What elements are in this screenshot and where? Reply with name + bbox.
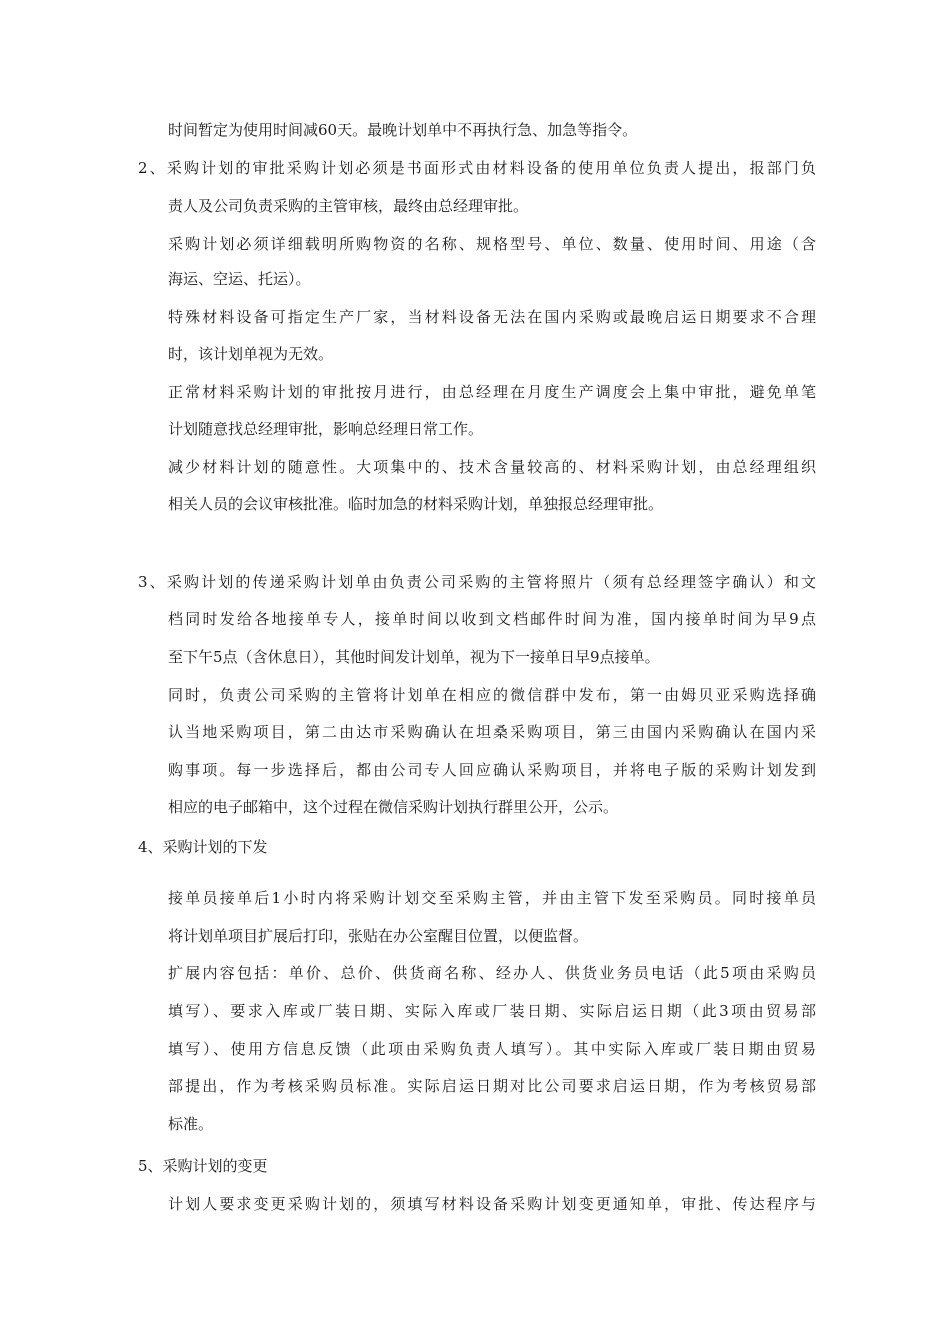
section4-p1-line1: 接单员接单后1小时内将采购计划交至采购主管，并由主管下发至采购员。同时接单员: [168, 889, 816, 907]
section4-p2-line2: 填写）、要求入库或厂装日期、实际入库或厂装日期、实际启运日期（此3项由贸易部: [168, 1002, 816, 1020]
section2-p3-line2: 计划随意找总经理审批，影响总经理日常工作。: [168, 420, 484, 438]
section3-heading-line3: 至下午5点（含休息日），其他时间发计划单，视为下一接单日早9点接单。: [168, 648, 660, 666]
section3-p1-line1: 同时，负责公司采购的主管将计划单在相应的微信群中发布，第一由姆贝亚采购选择确: [168, 686, 816, 704]
section4-p1-line2: 将计划单项目扩展后打印，张贴在办公室醒目位置，以便监督。: [168, 927, 589, 945]
section3-p1-line4: 相应的电子邮箱中，这个过程在微信采购计划执行群里公开，公示。: [168, 798, 619, 816]
section3-p1-line2: 认当地采购项目，第二由达市采购确认在坦桑采购项目，第三由国内采购确认在国内采: [168, 723, 816, 741]
section2-p1-line1: 采购计划必须详细载明所购物资的名称、规格型号、单位、数量、使用时间、用途（含: [168, 235, 816, 253]
section4-heading: 4、采购计划的下发: [138, 838, 268, 856]
section2-p3-line1: 正常材料采购计划的审批按月进行，由总经理在月度生产调度会上集中审批，避免单笔: [168, 383, 816, 401]
section5-heading: 5、采购计划的变更: [138, 1157, 268, 1175]
section2-heading-line2: 责人及公司负责采购的主管审核，最终由总经理审批。: [168, 197, 529, 215]
section2-p1-line2: 海运、空运、托运）。: [168, 270, 311, 288]
section2-heading-line1: 2、采购计划的审批采购计划必须是书面形式由材料设备的使用单位负责人提出，报部门负: [138, 159, 816, 177]
section3-heading-line2: 档同时发给各地接单专人，接单时间以收到文档邮件时间为准，国内接单时间为早9点: [168, 610, 816, 628]
section3-heading-line1: 3、采购计划的传递采购计划单由负责公司采购的主管将照片（须有总经理签字确认）和文: [138, 573, 816, 591]
section4-p2-line5: 标准。: [168, 1115, 214, 1133]
section1-tail-line: 时间暂定为使用时间减60天。最晚计划单中不再执行急、加急等指令。: [168, 121, 638, 139]
section2-p2-line2: 时，该计划单视为无效。: [168, 345, 334, 363]
section2-p4-line1: 减少材料计划的随意性。大项集中的、技术含量较高的、材料采购计划，由总经理组织: [168, 458, 816, 476]
section2-p2-line1: 特殊材料设备可指定生产厂家，当材料设备无法在国内采购或最晚启运日期要求不合理: [168, 308, 816, 326]
section4-p2-line4: 部提出，作为考核采购员标准。实际启运日期对比公司要求启运日期，作为考核贸易部: [168, 1077, 816, 1095]
section5-p1-line1: 计划人要求变更采购计划的，须填写材料设备采购计划变更通知单，审批、传达程序与: [168, 1195, 816, 1213]
section2-p4-line2: 相关人员的会议审核批准。临时加急的材料采购计划，单独报总经理审批。: [168, 495, 664, 513]
section3-p1-line3: 购事项。每一步选择后，都由公司专人回应确认采购项目，并将电子版的采购计划发到: [168, 761, 816, 779]
section4-p2-line1: 扩展内容包括：单价、总价、供货商名称、经办人、供货业务员电话（此5项由采购员: [168, 964, 816, 982]
section4-p2-line3: 填写）、使用方信息反馈（此项由采购负责人填写）。其中实际入库或厂装日期由贸易: [168, 1040, 816, 1058]
